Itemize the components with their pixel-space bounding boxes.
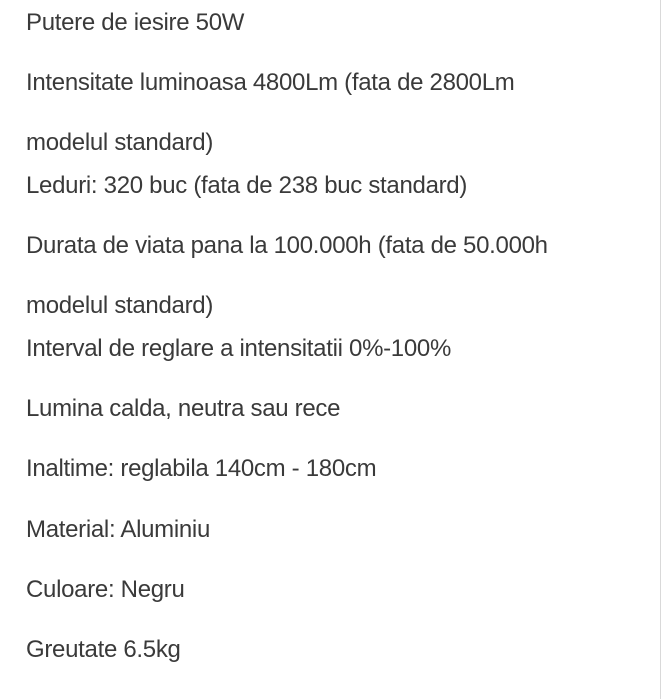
spec-height: [26, 454, 376, 484]
spec-text: Intensitate luminoasa 4800Lm (fata de 2800Lm: [26, 69, 515, 96]
spec-text: Putere de iesire 50W: [26, 9, 245, 36]
spec-light-color: [26, 394, 340, 424]
spec-text: Culoare: Negru: [26, 576, 185, 603]
spec-text: Durata de viata pana la 100.000h (fata de 50.000h: [26, 232, 548, 259]
spec-text-continued: modelul standard): [26, 129, 214, 156]
spec-text: Inaltime: reglabila 140cm - 180cm: [26, 455, 377, 482]
spec-text: Greutate 6.5kg: [26, 636, 181, 663]
spec-lifetime: [26, 231, 548, 321]
spec-material: [26, 515, 210, 545]
spec-text: Material: Aluminiu: [26, 516, 211, 543]
spec-text: Interval de reglare a intensitatii 0%-100%: [26, 335, 451, 362]
spec-color: [26, 575, 185, 605]
spec-text: Lumina calda, neutra sau rece: [26, 395, 341, 422]
spec-luminous-intensity: [26, 68, 514, 158]
spec-power: [26, 8, 244, 38]
spec-leds: [26, 171, 467, 201]
spec-text-continued: modelul standard): [26, 292, 214, 319]
spec-dimming-range: [26, 334, 451, 364]
spec-text: Leduri: 320 buc (fata de 238 buc standard): [26, 172, 468, 199]
spec-weight: [26, 635, 181, 665]
